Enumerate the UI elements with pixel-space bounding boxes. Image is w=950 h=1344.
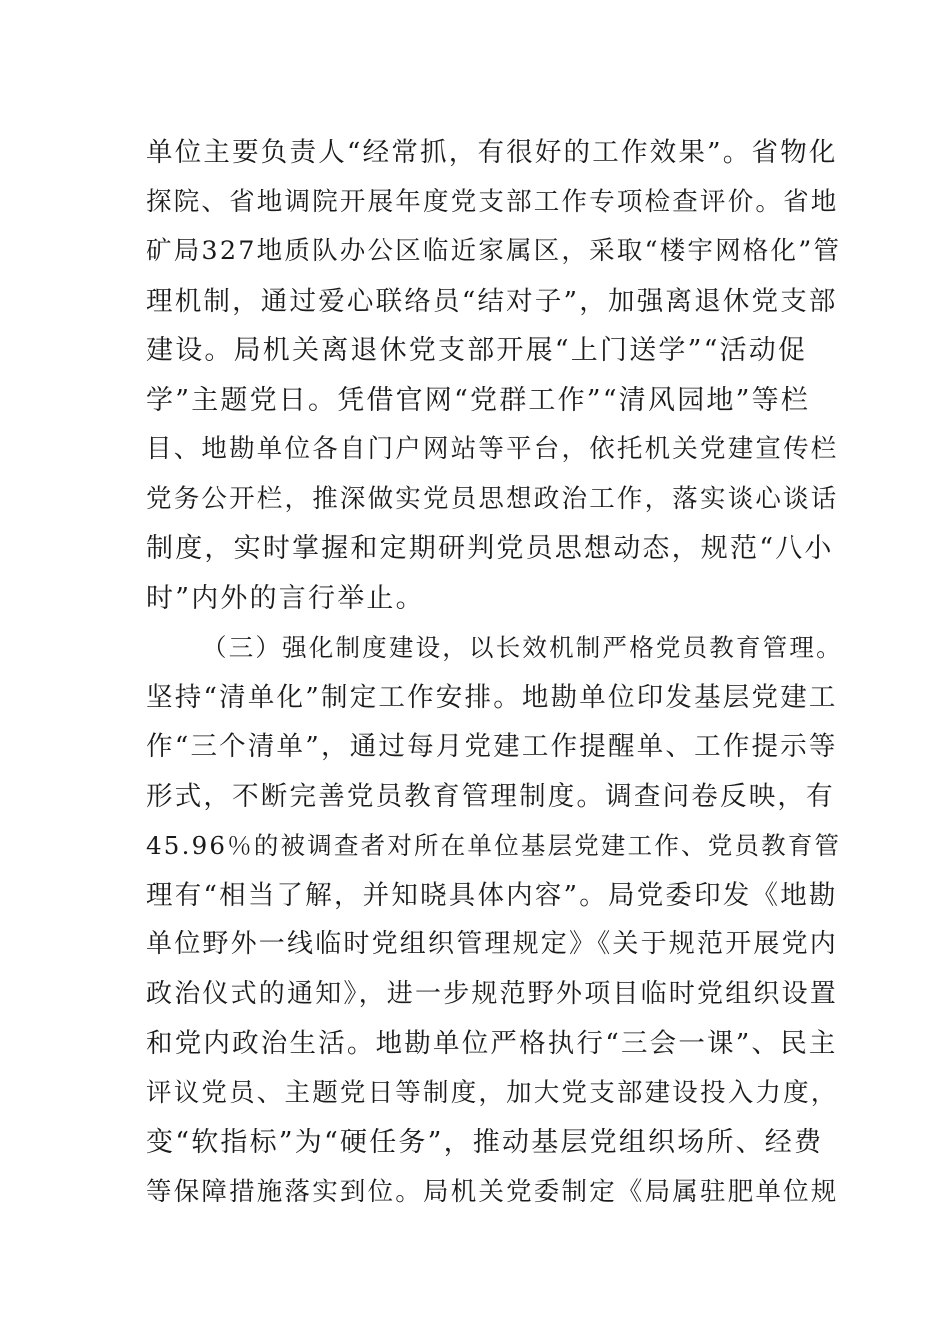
text-line: 作“三个清单”，通过每月党建工作提醒单、工作提示等 [146,731,838,762]
text-line: 目、地勘单位各自门户网站等平台，依托机关党建宣传栏 [146,434,839,464]
text-line: 单位主要负责人“经常抓，有很好的工作效果”。省物化 [146,137,838,168]
text-line: 政治仪式的通知》，进一步规范野外项目临时党组织设置 [146,978,839,1009]
text-line: 评议党员、主题党日等制度，加大党支部建设投入力度， [146,1077,839,1108]
text-line: 党务公开栏，推深做实党员思想政治工作，落实谈心谈话 [146,483,839,514]
text-line: 形式，不断完善党员教育管理制度。调查问卷反映，有 [146,780,835,812]
text-line: 时”内外的言行举止。 [146,582,425,614]
text-line: 和党内政治生活。地勘单位严格执行“三会一课”、民主 [146,1028,838,1059]
section-heading-line: （三）强化制度建设，以长效机制严格党员教育管理。 [202,633,843,662]
text-line: 理有“相当了解，并知晓具体内容”。局党委印发《地勘 [146,879,838,911]
text-line: 探院、省地调院开展年度党支部工作专项检查评价。省地 [146,186,839,217]
text-line: 变“软指标”为“硬任务”，推动基层党组织场所、经费 [146,1127,824,1158]
text-line: 建设。局机关离退休党支部开展“上门送学”“活动促 [146,335,808,366]
text-line: 矿局327地质队办公区临近家属区，采取“楼宇网格化”管 [146,236,842,266]
text-line: 单位野外一线临时党组织管理规定》《关于规范开展党内 [146,929,839,959]
text-line: 坚持“清单化”制定工作安排。地勘单位印发基层党建工 [146,681,838,713]
text-line: 理机制，通过爱心联络员“结对子”，加强离退休党支部 [146,285,838,317]
text-line: 学”主题党日。凭借官网“党群工作”“清风园地”等栏 [146,384,811,416]
text-line: 制度，实时掌握和定期研判党员思想动态，规范“八小 [146,533,834,564]
text-line: 45.96％的被调查者对所在单位基层党建工作、党员教育管 [146,831,842,860]
body-text [146,128,846,1217]
text-line: 等保障措施落实到位。局机关党委制定《局属驻肥单位规 [146,1176,839,1207]
